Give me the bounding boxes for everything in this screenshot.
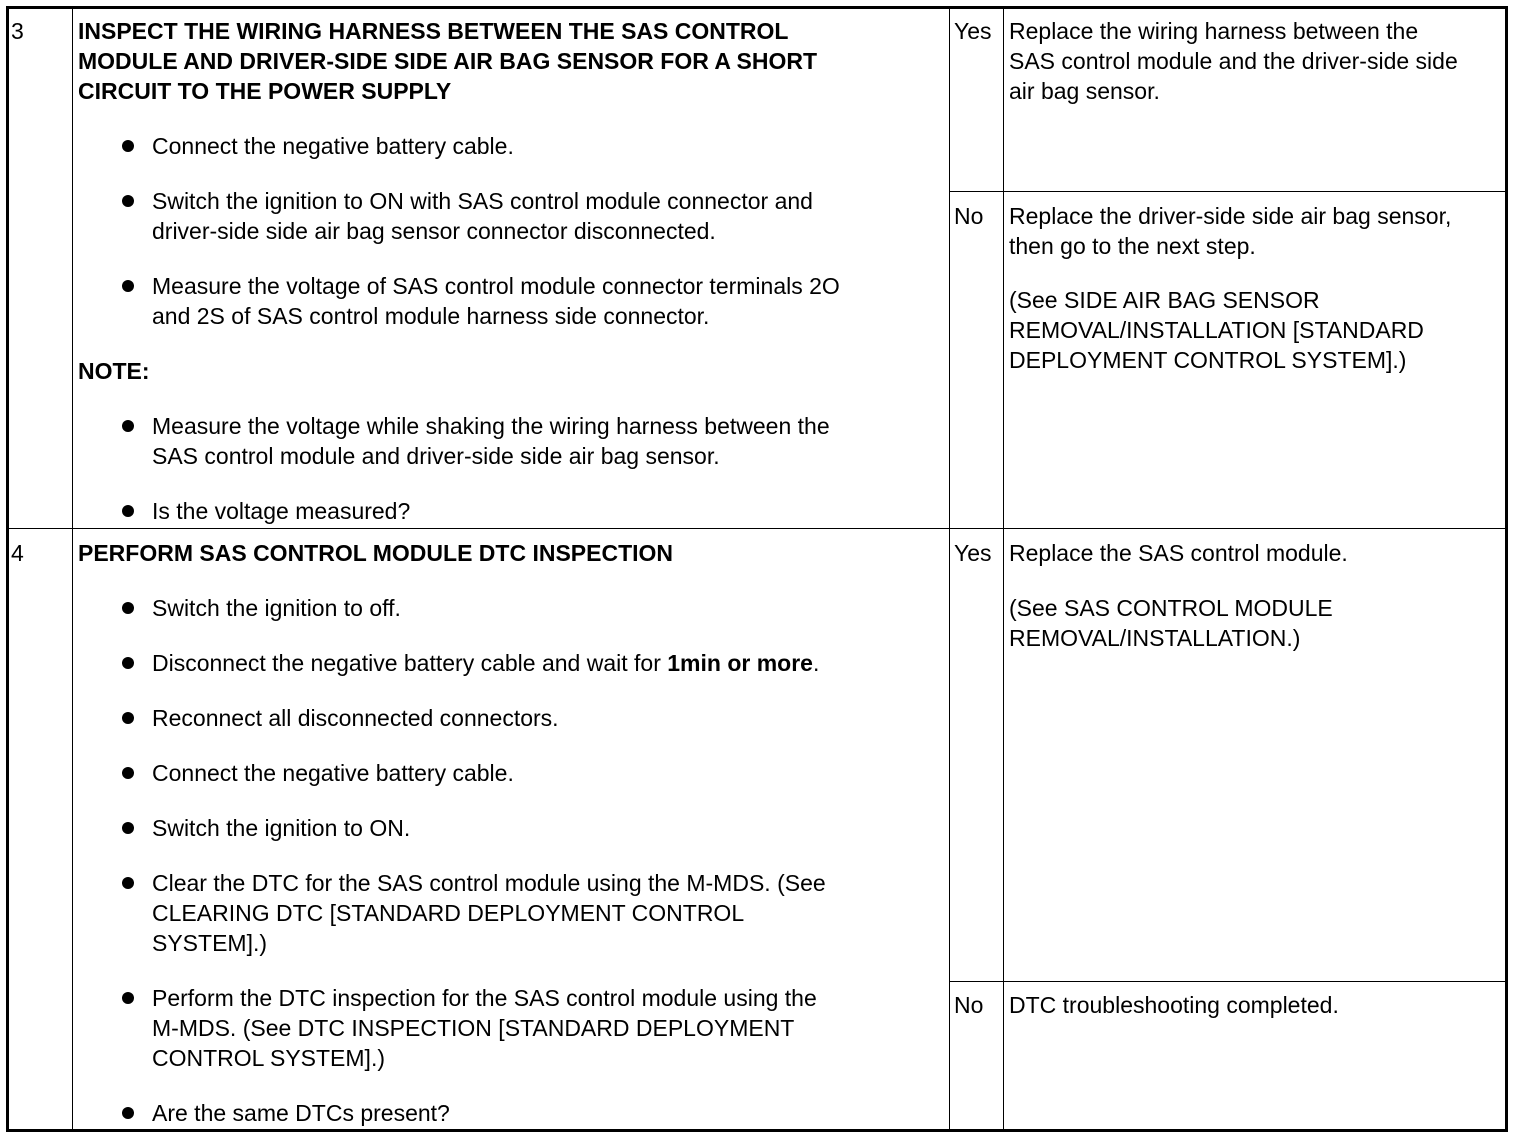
instruction-text: Is the voltage measured? (152, 498, 411, 524)
yes-result-text: air bag sensor. (1009, 78, 1160, 104)
yes-result-text: Replace the SAS control module. (1009, 540, 1348, 566)
troubleshooting-table (6, 6, 1508, 1132)
instruction-text: Measure the voltage of SAS control module connector terminals 2O (152, 273, 840, 299)
instruction-text: SYSTEM].) (152, 930, 268, 956)
reference-text: REMOVAL/INSTALLATION [STANDARD (1009, 317, 1424, 343)
wait-time-emphasis: 1min or more (667, 650, 813, 676)
reference-text: REMOVAL/INSTALLATION.) (1009, 625, 1301, 651)
yes-result-text: Replace the wiring harness between the (1009, 18, 1419, 44)
bullet-icon (122, 195, 134, 207)
bullet-icon (122, 712, 134, 724)
note-label: NOTE: (78, 358, 150, 384)
yes-label: Yes (954, 540, 992, 566)
reference-text: (See SAS CONTROL MODULE (1009, 595, 1333, 621)
column-divider (72, 9, 73, 1129)
step-title-line: PERFORM SAS CONTROL MODULE DTC INSPECTION (78, 540, 674, 566)
bullet-icon (122, 280, 134, 292)
step-title-line: CIRCUIT TO THE POWER SUPPLY (78, 78, 452, 104)
instruction-text: Switch the ignition to ON. (152, 815, 411, 841)
instruction-text: Switch the ignition to off. (152, 595, 401, 621)
instruction-text: SAS control module and driver-side side air bag sensor. (152, 443, 720, 469)
bullet-icon (122, 420, 134, 432)
bullet-icon (122, 992, 134, 1004)
instruction-text (152, 648, 819, 678)
no-result-text: DTC troubleshooting completed. (1009, 992, 1339, 1018)
step-title-line: MODULE AND DRIVER-SIDE SIDE AIR BAG SENSOR FOR A SHORT (78, 48, 818, 74)
instruction-text: CLEARING DTC [STANDARD DEPLOYMENT CONTROL (152, 900, 745, 926)
column-divider (1003, 9, 1004, 1129)
yes-label: Yes (954, 18, 992, 44)
bullet-icon (122, 822, 134, 834)
instruction-text: Measure the voltage while shaking the wiring harness between the (152, 413, 830, 439)
yes-no-divider (949, 191, 1505, 192)
instruction-text: Are the same DTCs present? (152, 1100, 450, 1126)
instruction-text: and 2S of SAS control module harness side connector. (152, 303, 710, 329)
column-divider (949, 9, 950, 1129)
bullet-icon (122, 767, 134, 779)
yes-no-divider (949, 981, 1505, 982)
instruction-text: driver-side side air bag sensor connector disconnected. (152, 218, 716, 244)
bullet-icon (122, 1107, 134, 1119)
no-label: No (954, 992, 984, 1018)
instruction-text: Connect the negative battery cable. (152, 133, 514, 159)
bullet-icon (122, 602, 134, 614)
instruction-text: Connect the negative battery cable. (152, 760, 514, 786)
no-result-text: then go to the next step. (1009, 233, 1256, 259)
instruction-text: Perform the DTC inspection for the SAS control module using the (152, 985, 817, 1011)
instruction-text: CONTROL SYSTEM].) (152, 1045, 385, 1071)
step-number: 3 (11, 18, 24, 44)
step-title-line: INSPECT THE WIRING HARNESS BETWEEN THE SAS CONTROL (78, 18, 789, 44)
yes-result-text: SAS control module and the driver-side side (1009, 48, 1458, 74)
bullet-icon (122, 657, 134, 669)
no-label: No (954, 203, 984, 229)
instruction-text: M-MDS. (See DTC INSPECTION [STANDARD DEPLOYMENT (152, 1015, 795, 1041)
instruction-text: Reconnect all disconnected connectors. (152, 705, 559, 731)
bullet-icon (122, 877, 134, 889)
instruction-text-end: . (812, 650, 820, 676)
bullet-icon (122, 505, 134, 517)
bullet-icon (122, 140, 134, 152)
reference-text: DEPLOYMENT CONTROL SYSTEM].) (1009, 347, 1407, 373)
row-divider (9, 528, 1505, 529)
no-result-text: Replace the driver-side side air bag sensor, (1009, 203, 1452, 229)
step-number: 4 (11, 540, 24, 566)
reference-text: (See SIDE AIR BAG SENSOR (1009, 287, 1320, 313)
instruction-text: Clear the DTC for the SAS control module using the M-MDS. (See (152, 870, 826, 896)
instruction-text: Switch the ignition to ON with SAS control module connector and (152, 188, 813, 214)
instruction-text-part: Disconnect the negative battery cable and wait for (152, 650, 668, 676)
